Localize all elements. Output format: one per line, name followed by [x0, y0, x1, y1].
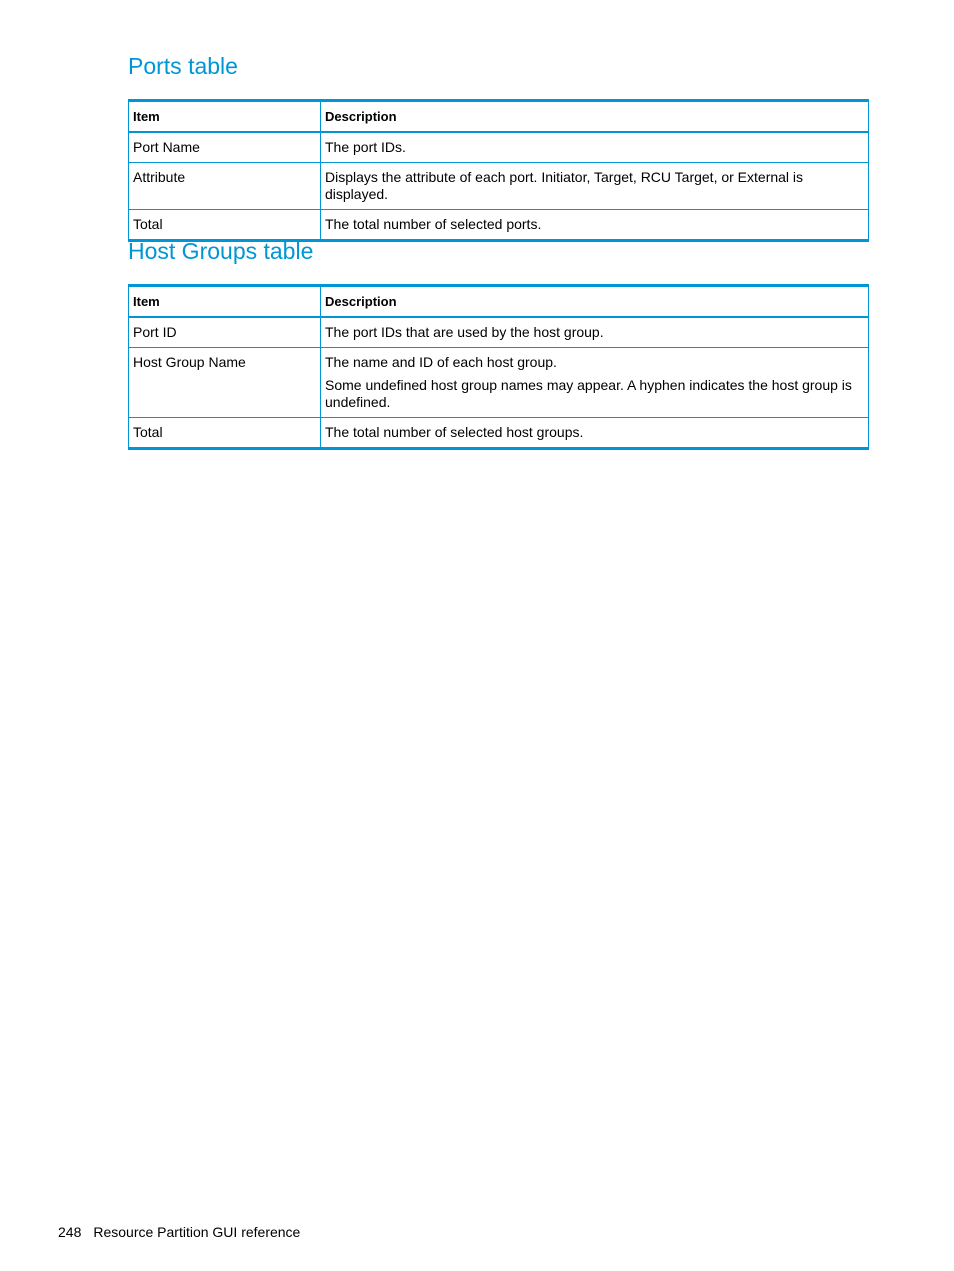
host-groups-table: [128, 284, 869, 450]
description-text: The name and ID of each host group.: [325, 354, 557, 370]
item-cell: Port ID: [129, 317, 321, 348]
host-groups-table-heading: Host Groups table: [128, 238, 314, 264]
description-text: The port IDs that are used by the host group.: [325, 324, 604, 340]
table-row: [129, 163, 869, 210]
item-cell: Total: [129, 210, 321, 241]
item-cell: Port Name: [129, 132, 321, 163]
description-cell: [321, 163, 869, 210]
table-row: [129, 418, 869, 449]
ports-table-heading: Ports table: [128, 53, 238, 79]
table-header-row: [129, 286, 869, 318]
page-number: 248: [58, 1224, 82, 1240]
column-header-description: Description: [321, 286, 869, 318]
description-text: Displays the attribute of each port. Initiator, Target, RCU Target, or External is displayed.: [325, 169, 804, 202]
description-cell: [321, 132, 869, 163]
table-header-row: [129, 101, 869, 133]
description-text: The port IDs.: [325, 139, 406, 155]
description-cell: [321, 418, 869, 449]
description-text: Some undefined host group names may appear. A hyphen indicates the host group is undefined.: [325, 377, 852, 410]
item-cell: Total: [129, 418, 321, 449]
page-footer: [58, 1224, 300, 1240]
description-text: The total number of selected host groups.: [325, 424, 584, 440]
ports-table: [128, 99, 869, 242]
table-row: [129, 317, 869, 348]
item-cell: Attribute: [129, 163, 321, 210]
description-cell: [321, 317, 869, 348]
description-text: The total number of selected ports.: [325, 216, 542, 232]
column-header-description: Description: [321, 101, 869, 133]
footer-section-name: Resource Partition GUI reference: [93, 1224, 301, 1240]
description-cell: [321, 348, 869, 418]
table-row: [129, 210, 869, 241]
column-header-item: Item: [129, 286, 321, 318]
table-row: [129, 348, 869, 418]
table-row: [129, 132, 869, 163]
column-header-item: Item: [129, 101, 321, 133]
description-cell: [321, 210, 869, 241]
item-cell: Host Group Name: [129, 348, 321, 418]
